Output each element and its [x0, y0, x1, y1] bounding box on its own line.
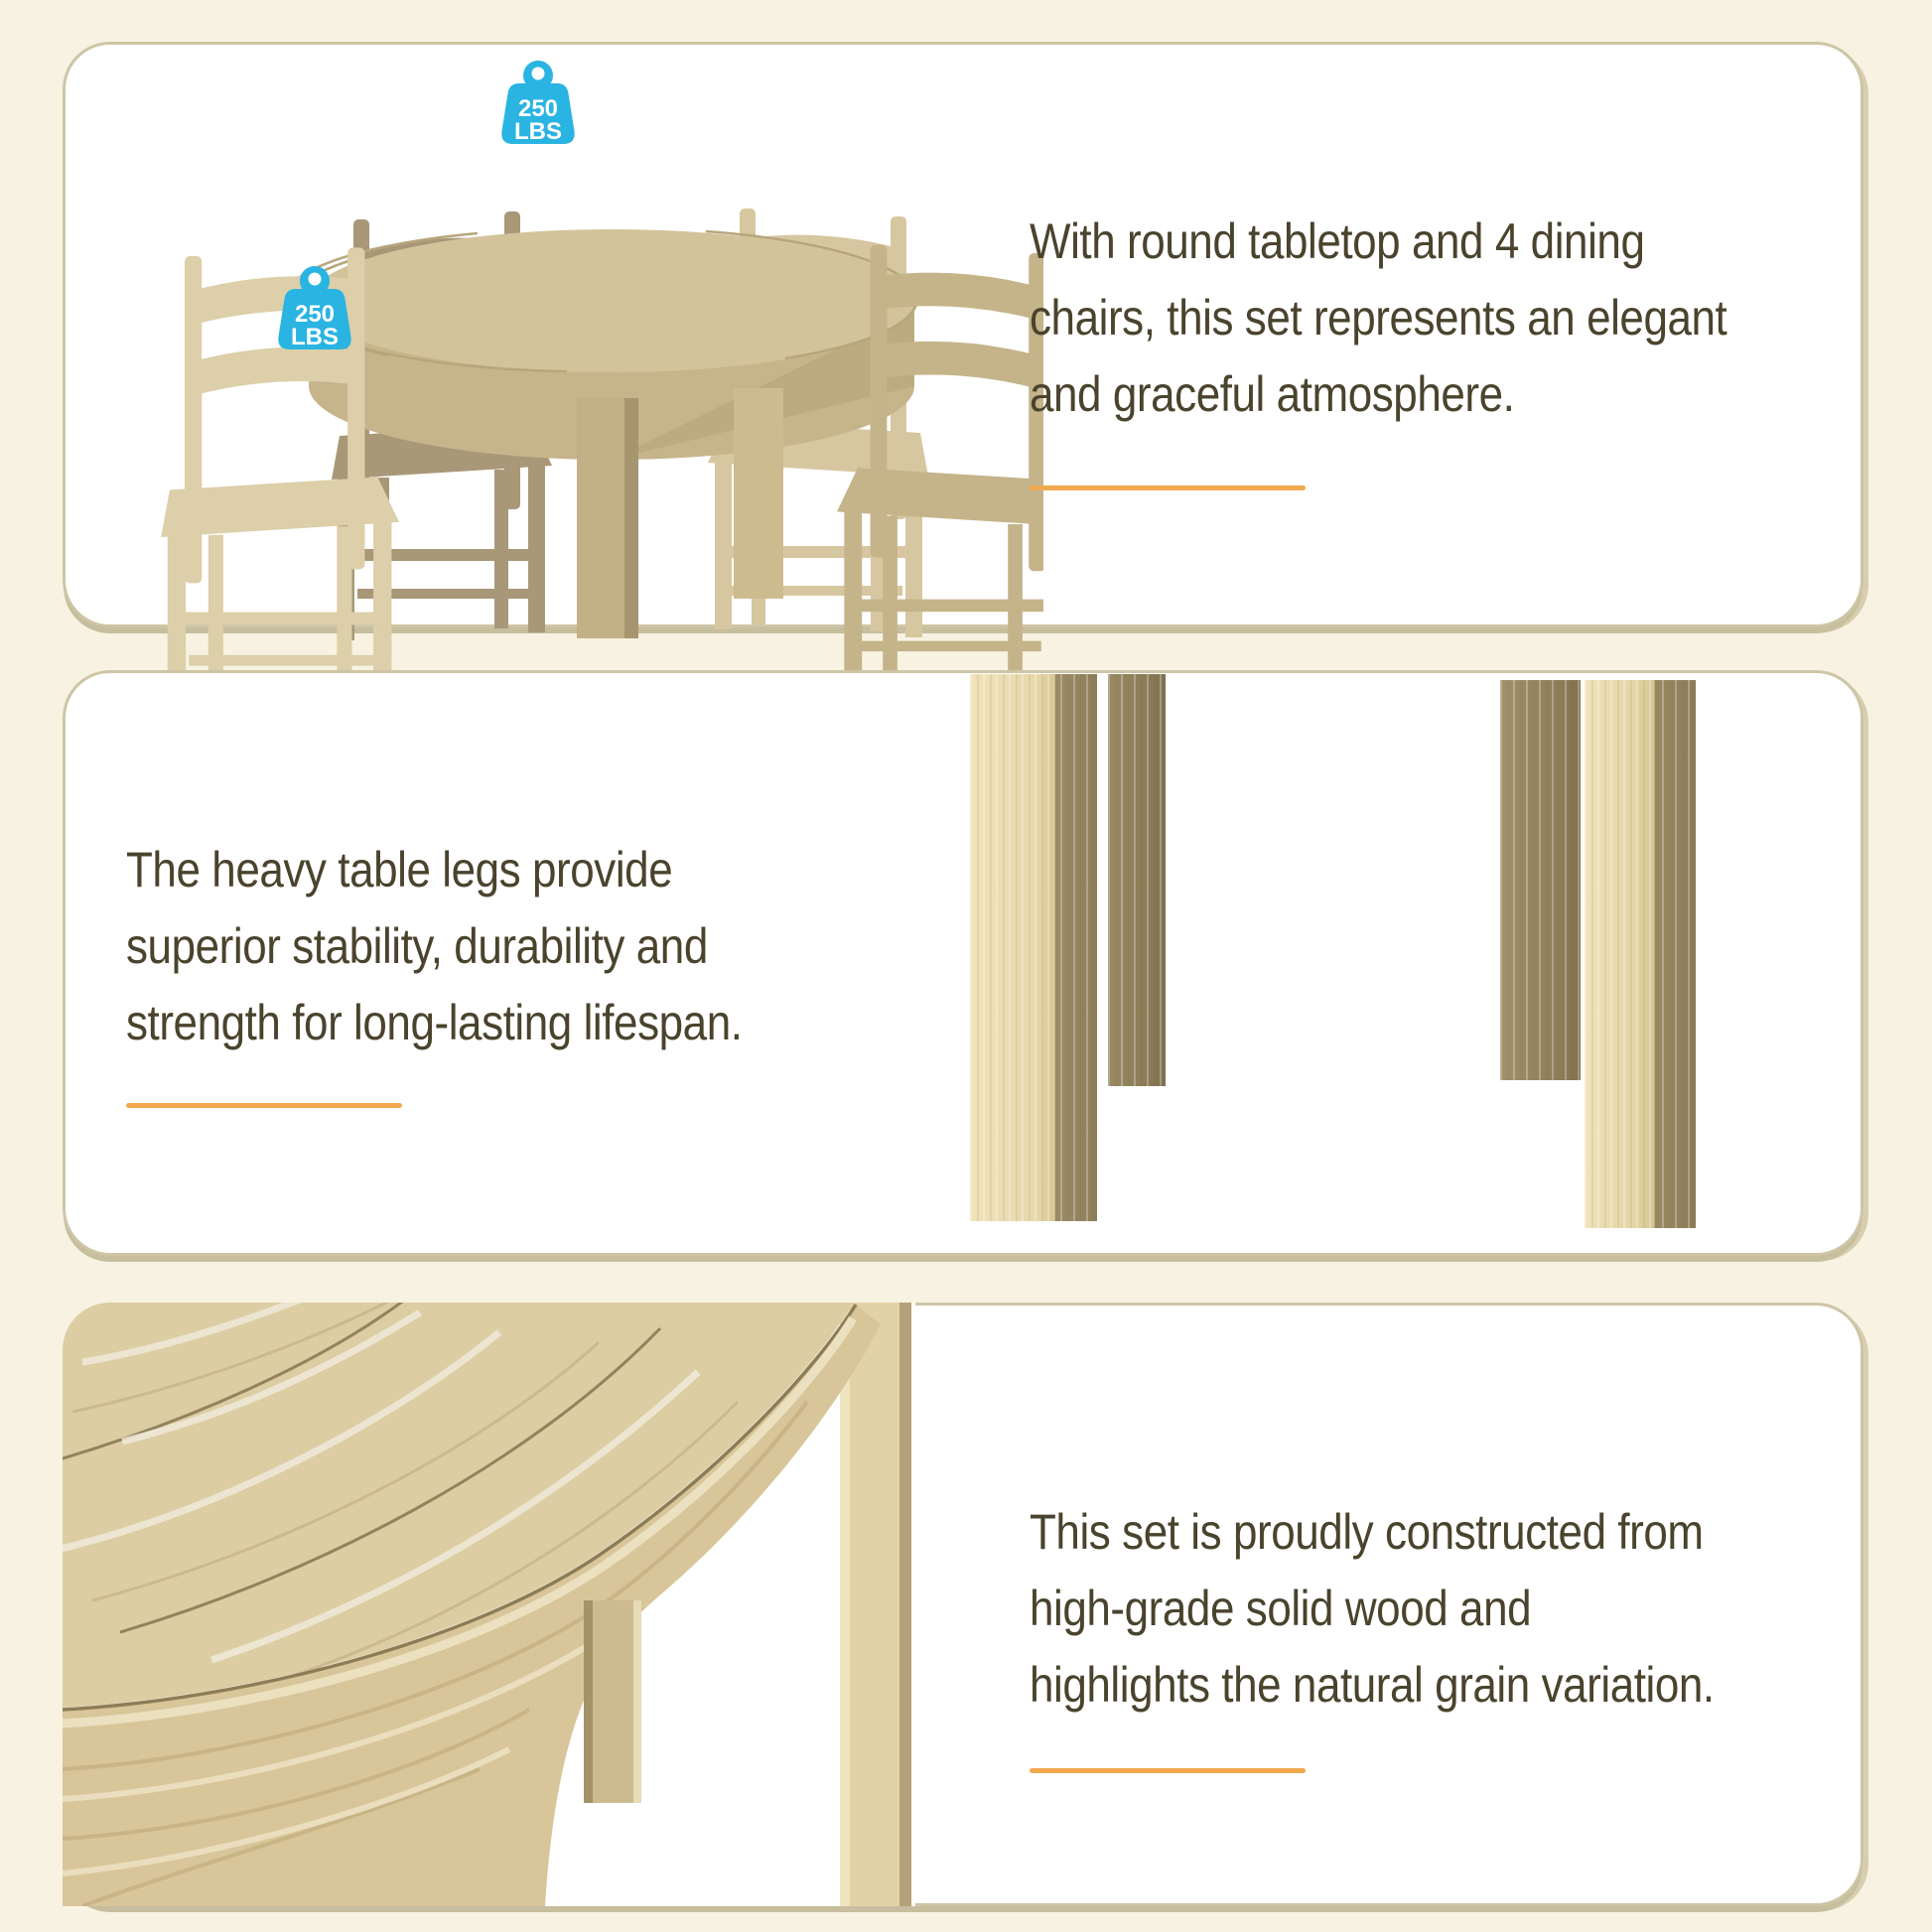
description-line: strength for long-lasting lifespan. [126, 995, 743, 1050]
badge-value: 250 [517, 95, 559, 122]
weight-icon [499, 60, 577, 145]
description-line: and graceful atmosphere. [1030, 366, 1515, 422]
table-leg-rear-right [1500, 680, 1581, 1080]
description-line: chairs, this set represents an elegant [1030, 290, 1727, 345]
tabletop-grain-photo [63, 1303, 915, 1906]
description-line: superior stability, durability and [126, 918, 708, 974]
dining-set-photo [150, 142, 1043, 673]
description-line: The heavy table legs provide [126, 842, 673, 897]
weight-icon [276, 264, 353, 351]
badge-unit: LBS [514, 118, 562, 145]
card2-description [126, 832, 743, 1061]
description-line: highlights the natural grain variation. [1030, 1657, 1715, 1713]
accent-underline [1030, 1768, 1306, 1773]
accent-underline [1030, 485, 1306, 490]
accent-underline [126, 1103, 402, 1108]
description-line: high-grade solid wood and [1030, 1581, 1532, 1636]
weight-capacity-badge-chair [276, 264, 353, 351]
table-leg-rear-left [1108, 674, 1166, 1086]
weight-capacity-badge-table [499, 60, 577, 145]
card1-description [1030, 204, 1726, 433]
badge-unit: LBS [291, 324, 339, 350]
table-leg-notch [584, 1600, 641, 1803]
description-line: With round tabletop and 4 dining [1030, 213, 1645, 269]
description-line: This set is proudly constructed from [1030, 1504, 1704, 1560]
card3-description [1030, 1494, 1715, 1724]
badge-value: 250 [294, 301, 336, 328]
table-leg-front-left [970, 674, 1097, 1221]
table-leg-front-right [1585, 680, 1696, 1228]
